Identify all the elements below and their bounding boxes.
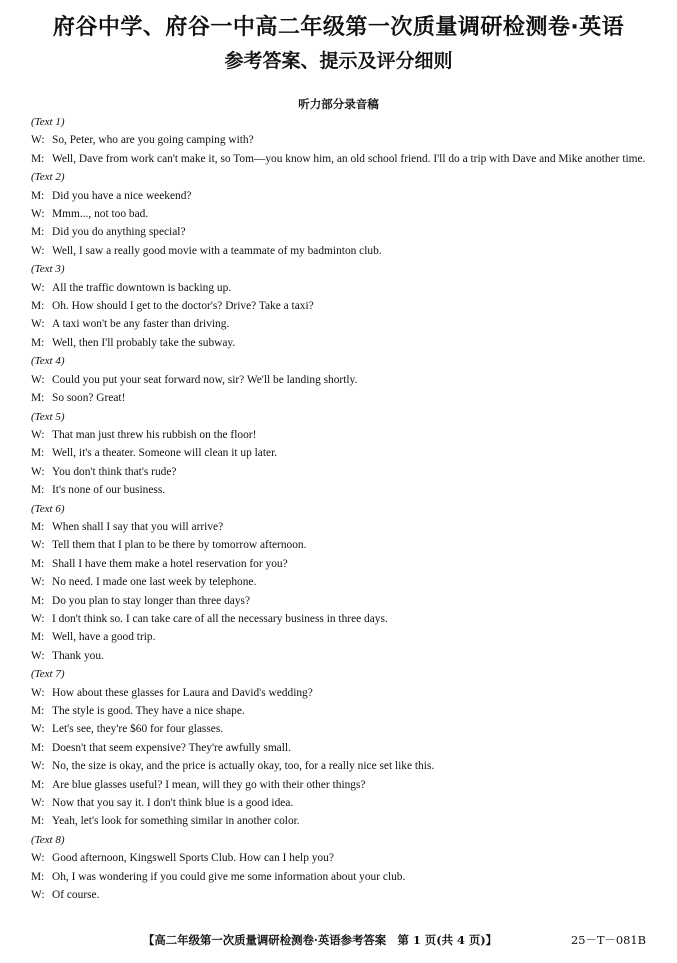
speaker-label: M:: [31, 152, 45, 165]
dialogue-text: Now that you say it. I don't think blue is a good idea.: [52, 797, 294, 810]
dialogue-line: [31, 647, 659, 665]
dialogue-line: [31, 592, 659, 610]
speaker-label: W:: [31, 760, 45, 773]
speaker-label: W:: [31, 281, 45, 294]
dialogue-line: [31, 776, 659, 794]
dialogue-text: Oh. How should I get to the doctor's? Drive? Take a taxi?: [52, 300, 314, 313]
dialogue-text: Well, then I'll probably take the subway.: [52, 336, 236, 349]
dialogue-text: How about these glasses for Laura and David's wedding?: [52, 686, 313, 699]
dialogue-text: Oh, I was wondering if you could give me some information about your club.: [52, 870, 406, 883]
dialogue-line: [31, 536, 659, 554]
dialogue-text: Did you have a nice weekend?: [52, 189, 192, 202]
dialogue-line: [31, 187, 659, 205]
text-heading: (Text 3): [31, 263, 65, 276]
dialogue-line: [31, 739, 659, 757]
speaker-label: W:: [31, 797, 45, 810]
dialogue-text: It's none of our business.: [52, 484, 166, 497]
dialogue-text: Good afternoon, Kingswell Sports Club. How can I help you?: [52, 852, 334, 865]
dialogue-text: Well, it's a theater. Someone will clean it up later.: [52, 447, 278, 460]
text-heading: (Text 1): [31, 116, 65, 128]
dialogue-text: Thank you.: [52, 649, 104, 662]
dialogue-text: I don't think so. I can take care of all the necessary business in three days.: [52, 612, 388, 625]
dialogue-text: Well, have a good trip.: [52, 631, 156, 644]
dialogue-text: Of course.: [52, 889, 100, 902]
speaker-label: M:: [31, 631, 45, 644]
dialogue-line: [31, 334, 659, 352]
speaker-label: M:: [31, 557, 45, 570]
dialogue-text: No, the size is okay, and the price is actually okay, too, for a really nice set like this.: [52, 760, 435, 773]
dialogue-line: [31, 555, 659, 573]
dialogue-text: Could you put your seat forward now, sir? We'll be landing shortly.: [52, 373, 358, 386]
speaker-label: W:: [31, 134, 45, 147]
dialogue-line: [31, 315, 659, 333]
dialogue-line: [31, 610, 659, 628]
footer-page-info: 【高二年级第一次质量调研检测卷·英语参考答案 第 1 页(共 4 页)】: [143, 933, 498, 947]
dialogue-line: [31, 297, 659, 315]
dialogue-line: [31, 223, 659, 241]
section-heading: 听力部分录音稿: [298, 97, 379, 111]
dialogue-text: You don't think that's rude?: [52, 465, 177, 478]
speaker-label: W:: [31, 889, 45, 902]
dialogue-line: [31, 131, 659, 149]
dialogue-line: [31, 463, 659, 481]
dialogue-text: All the traffic downtown is backing up.: [52, 281, 232, 294]
dialogue-line: [31, 628, 659, 646]
speaker-label: M:: [31, 484, 45, 497]
dialogue-line: [31, 868, 659, 886]
speaker-label: W:: [31, 649, 45, 662]
text-heading: (Text 2): [31, 171, 65, 184]
speaker-label: W:: [31, 244, 45, 257]
speaker-label: W:: [31, 686, 45, 699]
text-heading: (Text 4): [31, 355, 65, 368]
dialogue-line: [31, 849, 659, 867]
dialogue-line: [31, 720, 659, 738]
dialogue-text: When shall I say that you will arrive?: [52, 520, 224, 533]
speaker-label: W:: [31, 318, 45, 331]
dialogue-text: So, Peter, who are you going camping with?: [52, 134, 254, 147]
speaker-label: M:: [31, 741, 45, 754]
footer-code: 25－T－081B: [571, 933, 646, 947]
dialogue-text: Doesn't that seem expensive? They're awfully small.: [52, 741, 291, 754]
speaker-label: M:: [31, 189, 45, 202]
dialogue-text: Shall I have them make a hotel reservation for you?: [52, 557, 288, 570]
speaker-label: M:: [31, 815, 45, 828]
speaker-label: M:: [31, 300, 45, 313]
dialogue-text: Well, Dave from work can't make it, so Tom—you know him, an old school friend. I'll do a trip with Dave and Mike another time.: [52, 152, 646, 165]
speaker-label: W:: [31, 612, 45, 625]
dialogue-text: A taxi won't be any faster than driving.: [52, 318, 230, 331]
text-heading: (Text 6): [31, 502, 65, 515]
text-heading: (Text 7): [31, 668, 65, 681]
speaker-label: W:: [31, 373, 45, 386]
speaker-label: W:: [31, 428, 45, 441]
dialogue-line: [31, 794, 659, 812]
speaker-label: M:: [31, 778, 45, 791]
dialogue-text: Do you plan to stay longer than three days?: [52, 594, 251, 607]
dialogue-line: [31, 242, 659, 260]
dialogue-line: [31, 757, 659, 775]
dialogue-text: Are blue glasses useful? I mean, will they go with their other things?: [52, 778, 366, 791]
speaker-label: M:: [31, 705, 45, 717]
speaker-label: M:: [31, 447, 45, 460]
dialogue-text: The style is good. They have a nice shape.: [52, 705, 245, 717]
speaker-label: W:: [31, 852, 45, 865]
dialogue-line: [31, 389, 659, 407]
dialogue-line: [31, 444, 659, 462]
dialogue-line: [31, 481, 659, 499]
speaker-label: W:: [31, 465, 45, 478]
dialogue-line: [31, 573, 659, 591]
speaker-label: W:: [31, 539, 45, 552]
dialogue-line: [31, 371, 659, 389]
dialogue-text: Well, I saw a really good movie with a teammate of my badminton club.: [52, 244, 382, 257]
dialogue-line: [31, 812, 659, 830]
speaker-label: W:: [31, 576, 45, 589]
speaker-label: M:: [31, 594, 45, 607]
dialogue-text: Yeah, let's look for something similar in another color.: [52, 815, 300, 828]
speaker-label: M:: [31, 336, 45, 349]
speaker-label: M:: [31, 520, 45, 533]
text-heading: (Text 8): [31, 833, 65, 846]
speaker-label: W:: [31, 208, 45, 221]
dialogue-line: [31, 518, 659, 536]
dialogue-text: That man just threw his rubbish on the floor!: [52, 428, 257, 441]
dialogue-text: So soon? Great!: [52, 392, 126, 405]
speaker-label: M:: [31, 226, 45, 239]
dialogue-text: Did you do anything special?: [52, 226, 186, 239]
dialogue-line: [31, 702, 659, 720]
transcript-list: [31, 113, 659, 904]
speaker-label: M:: [31, 870, 45, 883]
document-subtitle: 参考答案、提示及评分细则: [224, 50, 453, 72]
speaker-label: W:: [31, 723, 45, 736]
dialogue-line: [31, 279, 659, 297]
dialogue-line: [31, 426, 659, 444]
text-heading: (Text 5): [31, 410, 65, 423]
dialogue-line: [31, 205, 659, 223]
document-title: 府谷中学、府谷一中高二年级第一次质量调研检测卷·英语: [52, 15, 625, 40]
dialogue-text: Let's see, they're $60 for four glasses.: [52, 723, 224, 736]
dialogue-line: [31, 684, 659, 702]
dialogue-line: [31, 886, 659, 904]
dialogue-line: [31, 150, 659, 168]
dialogue-text: Tell them that I plan to be there by tomorrow afternoon.: [52, 539, 307, 552]
dialogue-text: No need. I made one last week by telephone.: [52, 576, 257, 589]
speaker-label: M:: [31, 392, 45, 405]
dialogue-text: Mmm..., not too bad.: [52, 208, 149, 221]
